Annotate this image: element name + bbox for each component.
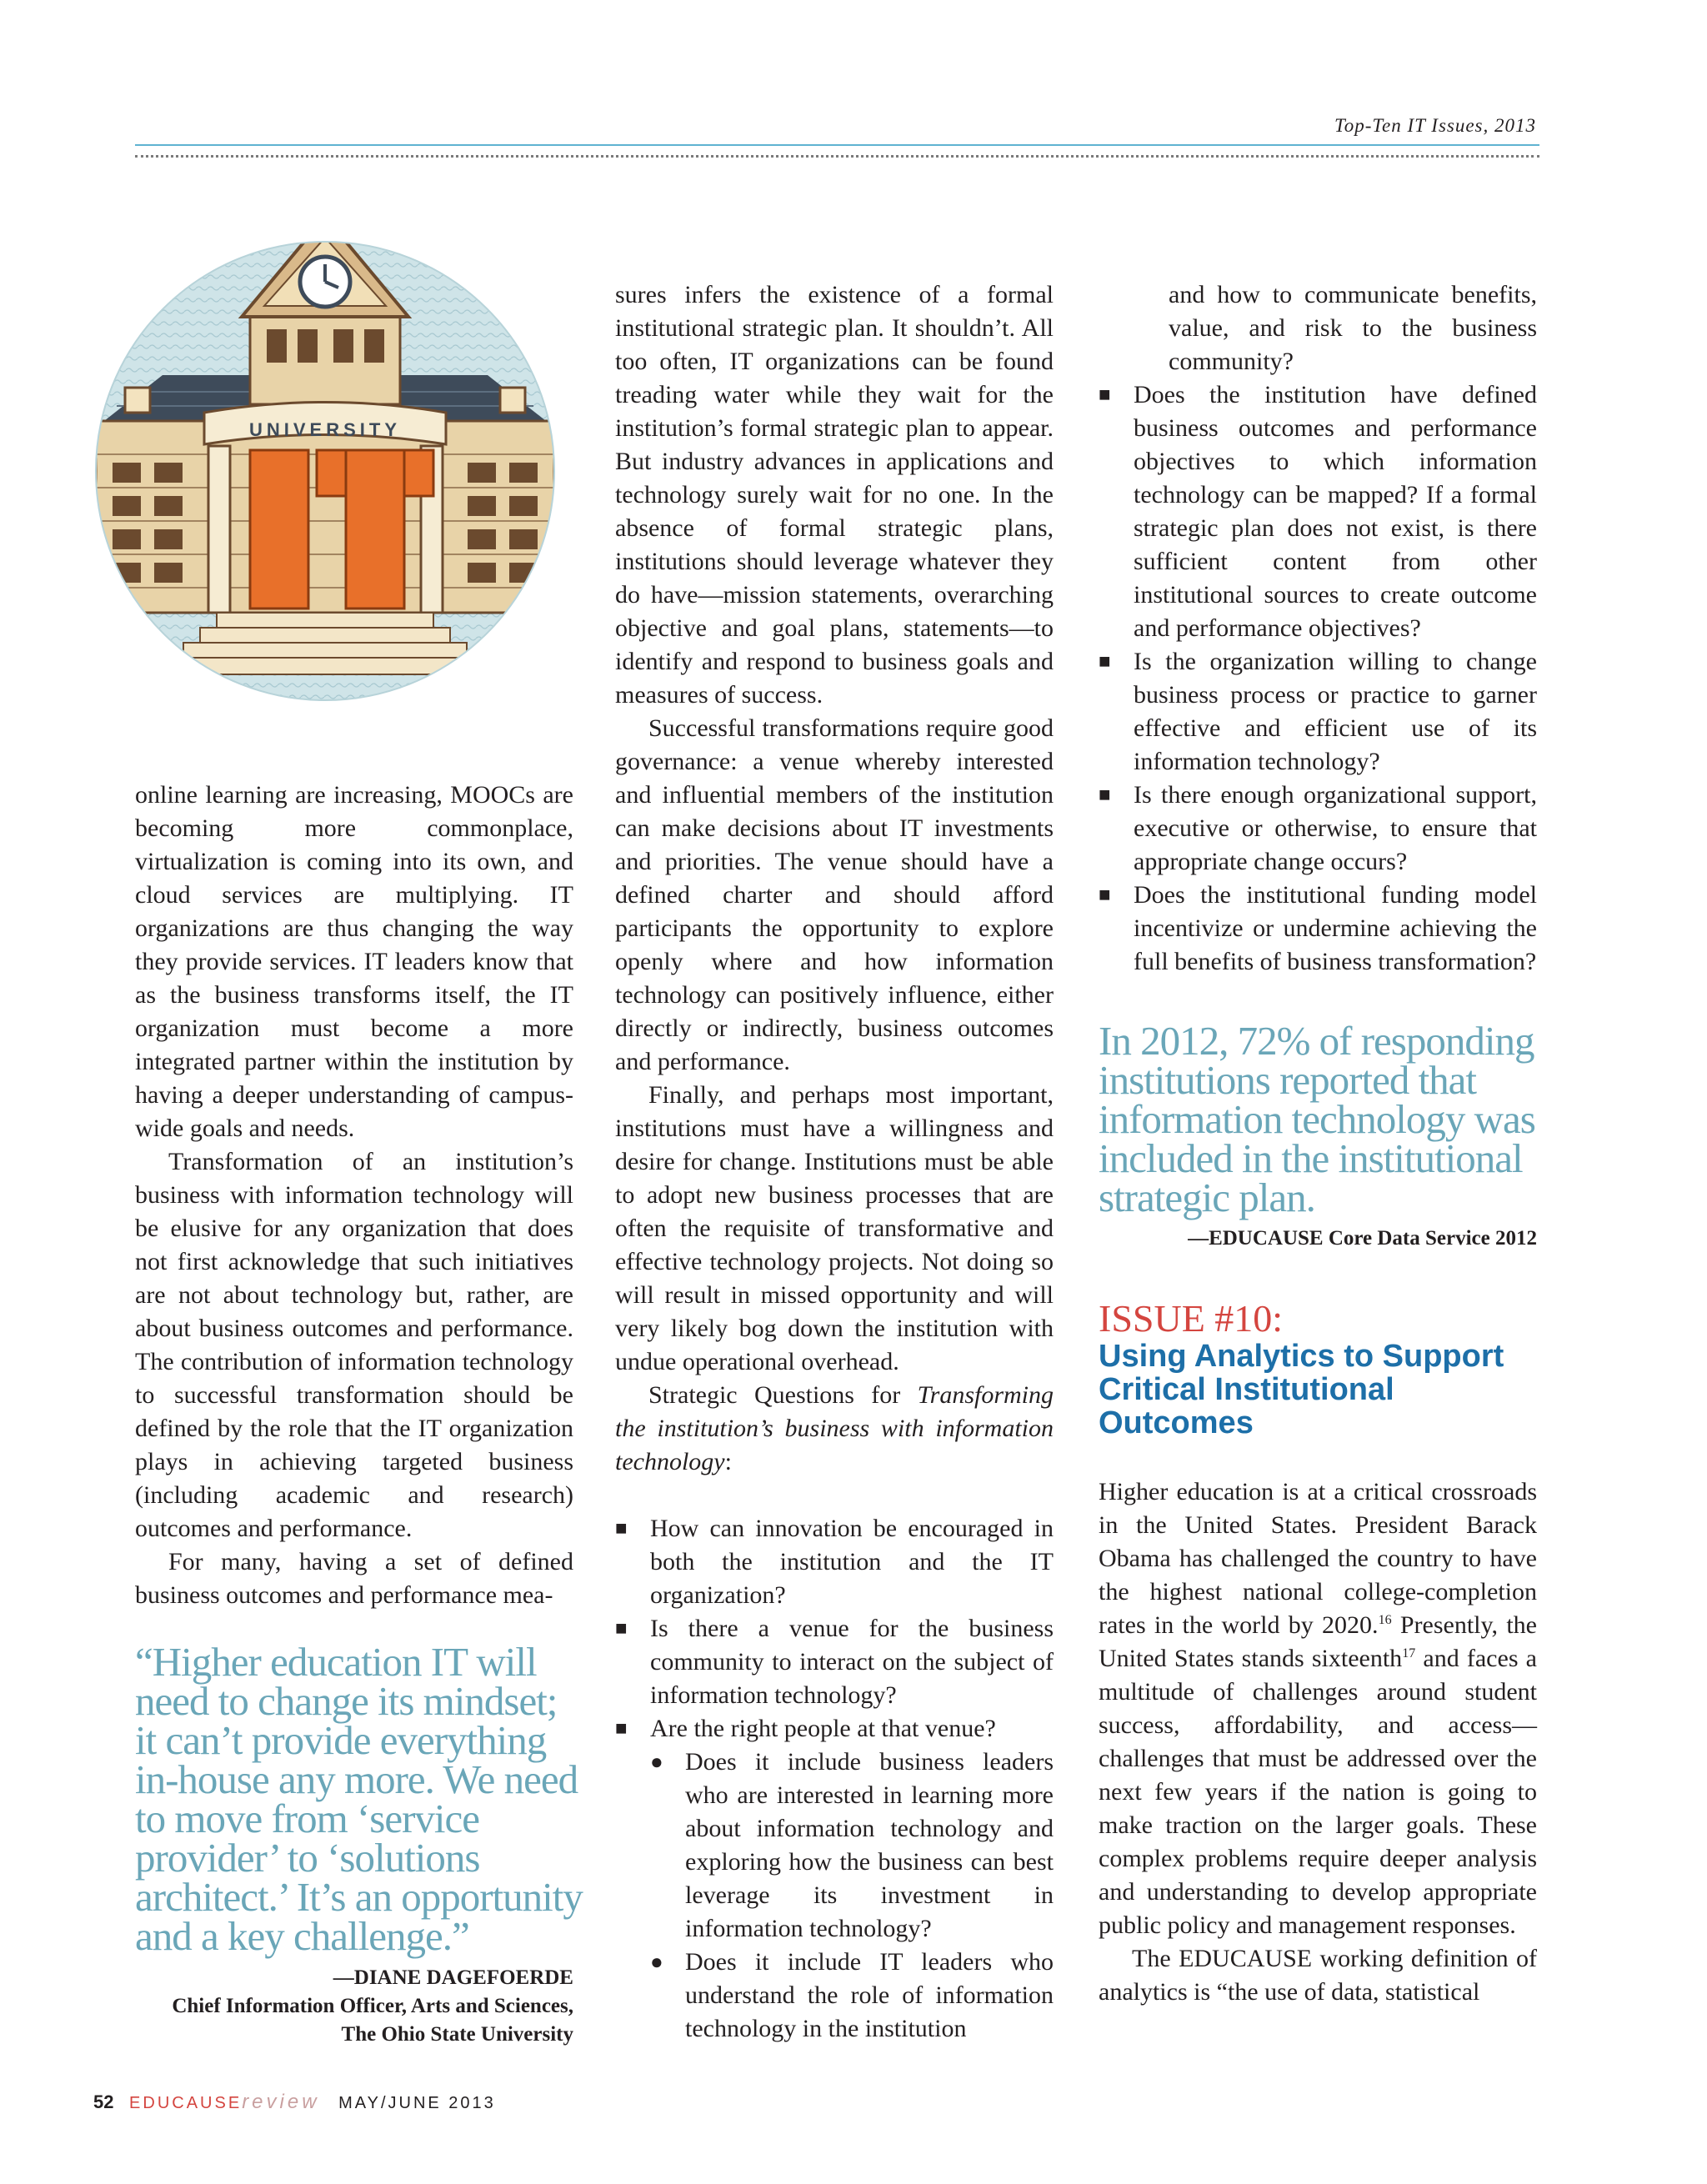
pull-quote-statistic: In 2012, 72% of responding institutions reported that information technology was included in the institutional strategic plan. (1099, 1018, 1535, 1220)
list-item: ■ Does the institution have defined business outcomes and performance objectives to which information technology can be mapped? If a formal strategic plan does not exist, is there sufficient content from other institutional sources to create outcome and performance objectives? (1099, 378, 1537, 645)
statistic-attribution: —EDUCAUSE Core Data Service 2012 (1188, 1227, 1537, 1250)
col2-paragraph-3: Finally, and perhaps most important, institutions must have a willingness and desire for change. Institutions must be able to adopt new business processes that are often the requisite of transformative and effective technology projects. Not doing so will result in missed opportunity and will very likely bog down the institution with undue operational overhead. (615, 1081, 1054, 1375)
sub-list (650, 1746, 1054, 2046)
lead-italic: Transforming the institution’s business with information technology (615, 1381, 1054, 1475)
list-item (615, 1712, 1054, 2046)
issue-number: ISSUE #10: (1099, 1297, 1284, 1340)
header-dotted-rule (135, 155, 1539, 158)
attribution-name: —DIANE DAGEFOERDE (333, 1966, 573, 1989)
sub-list-item: ● Does it include IT leaders who understand the role of information technology in the institution (650, 1946, 1054, 2046)
list-item: ■ Does the institutional funding model incentivize or undermine achieving the full benefits of business transformation? (1099, 879, 1537, 979)
lead-text: Strategic Questions for (648, 1381, 918, 1409)
issue-title: Using Analytics to Support Critical Institutional Outcomes (1099, 1339, 1504, 1440)
col1-paragraph-2: Transformation of an institution’s business with information technology will be elusive for any organization that does not first acknowledge that such initiatives are not about technology but, rather, are about business outcomes and performance. The contribution of information technology to successful transformation should be defined by the role that the IT organization plays in achieving targeted business (including academic and research) outcomes and performance. (135, 1148, 573, 1542)
list-item: ■ How can innovation be encouraged in both the institution and the IT organization? (615, 1512, 1054, 1612)
col2-paragraph-1: sures infers the existence of a formal institutional strategic plan. It shouldn’t. All too often, IT organizations can be found treading water while they wait for the institution’s formal strategic plan to appear. But industry advances in applications and technology surely wait for no one. In the absence of formal strategic plans, institutions should leverage whatever they do have—mission statements, overarching objective and goal plans, statements—to identify and respond to business goals and measures of success. (615, 281, 1054, 709)
issue-paragraph-1 (1099, 1475, 1537, 1942)
attribution-org: The Ohio State University (341, 2023, 573, 2046)
university-it-illustration (79, 213, 571, 713)
text-run: and faces a multitude of challenges around student success, affordability, and access—challenges that must be addressed over the next few years if the nation is going to make traction on the larger goals. These complex problems require deeper analysis and understanding to develop appropriate public policy and management responses. (1099, 1645, 1537, 1939)
text-run: Higher education is at a critical crossroads in the United States. President Barack Obama has challenged the country to have the highest national college-completion rates in the world by 2020. (1099, 1478, 1537, 1639)
page-footer (93, 2091, 496, 2114)
list-item: ■ Is the organization willing to change business process or practice to garner effective and efficient use of its information technology? (1099, 645, 1537, 779)
col2-paragraph-2: Successful transformations require good governance: a venue whereby interested and influential members of the institution can make decisions about IT investments and priorities. The venue should have a defined charter and should afford participants the opportunity to explore openly where and how information technology can positively influence, either directly or indirectly, business outcomes and performance. (615, 714, 1054, 1075)
issue-10-body (1099, 1475, 1537, 2009)
magazine-brand-review: review (242, 2091, 320, 2113)
strategic-questions-list (615, 1512, 1054, 2046)
pull-quote-dagefoerde: “Higher education IT will need to change its mindset; it can’t provide everything in-house any more. We need to move from ‘service provider’ to ‘solutions architect.’ It’s an opportunity and a key challenge.” (135, 1639, 583, 1959)
issue-date: MAY/JUNE 2013 (338, 2094, 496, 2112)
list-item-text: Are the right people at that venue? (650, 1715, 996, 1742)
list-item: ■ Is there a venue for the business community to interact on the subject of information technology? (615, 1612, 1054, 1712)
footnote-ref: 16 (1378, 1613, 1392, 1627)
strategic-questions-lead (615, 1379, 1054, 1479)
column-1 (135, 779, 573, 1612)
lead-end: : (724, 1448, 732, 1475)
list-item: ■ Is there enough organizational support, executive or otherwise, to ensure that appropriate change occurs? (1099, 779, 1537, 879)
text-run: Presently, the United States stands sixteenth (1099, 1611, 1537, 1672)
column-2 (615, 278, 1054, 2046)
sub-list-item: ● Does it include business leaders who are interested in learning more about information technology and exploring how the business can best leverage its investment in information technology? (650, 1746, 1054, 1946)
questions-list-continued (1099, 378, 1537, 979)
pull-quote-attribution (135, 1964, 573, 2049)
attribution-title: Chief Information Officer, Arts and Sciences, (172, 1995, 573, 2017)
footnote-ref: 17 (1402, 1646, 1416, 1661)
page-number: 52 (93, 2091, 114, 2112)
col1-paragraph-3: For many, having a set of defined business outcomes and performance mea- (135, 1548, 573, 1609)
running-head: Top-Ten IT Issues, 2013 (1334, 115, 1536, 136)
column-3 (1099, 278, 1537, 979)
university-sign: UNIVERSITY (248, 419, 402, 440)
sub-list-continued: and how to communicate benefits, value, and risk to the business community? (1169, 281, 1537, 375)
magazine-brand: EDUCAUSE (129, 2094, 243, 2112)
header-rule (135, 144, 1539, 146)
col1-paragraph-1: online learning are increasing, MOOCs are becoming more commonplace, virtualization is coming into its own, and cloud services are multiplying. IT organizations are thus changing the way they provide services. IT leaders know that as the business transforms itself, the IT organization must become a more integrated partner within the institution by having a deeper understanding of campus-wide goals and needs. (135, 781, 573, 1142)
issue-paragraph-2: The EDUCAUSE working definition of analytics is “the use of data, statistical (1099, 1945, 1537, 2006)
